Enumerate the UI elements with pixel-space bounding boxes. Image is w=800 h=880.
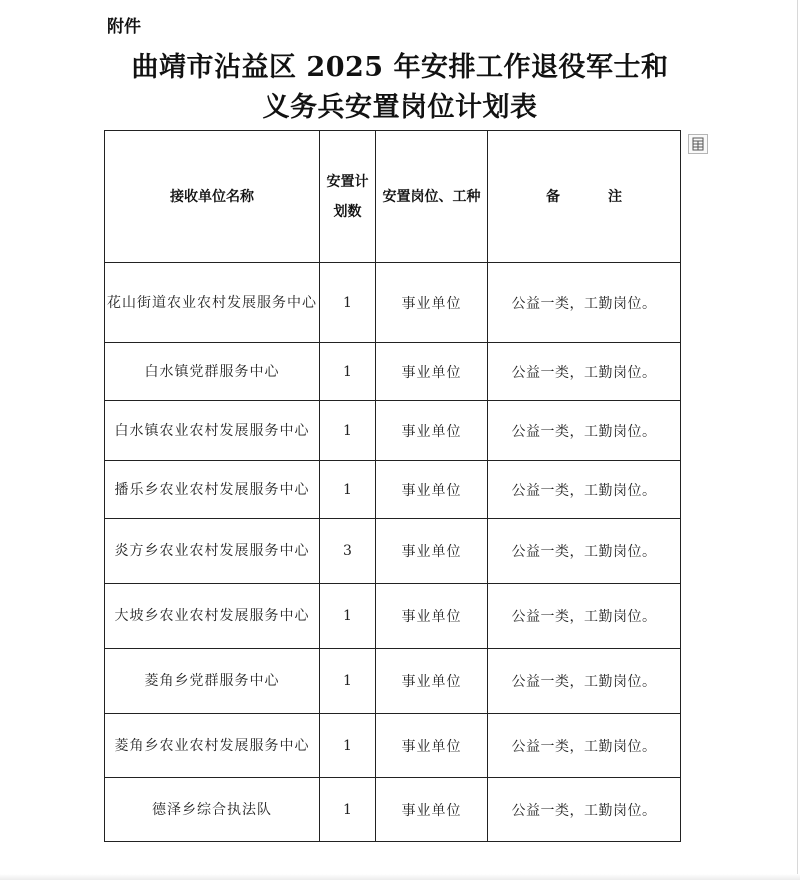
plan-count-cell: 1 xyxy=(320,714,376,778)
post-type-cell: 事业单位 xyxy=(376,343,488,401)
unit-name-cell: 炎方乡农业农村发展服务中心 xyxy=(105,519,320,584)
table-row xyxy=(105,263,681,343)
header-remarks xyxy=(488,131,681,263)
unit-name-cell: 白水镇党群服务中心 xyxy=(105,343,320,401)
post-type-cell: 事业单位 xyxy=(376,519,488,584)
attachment-label: 附件 xyxy=(107,17,141,37)
table-header-row xyxy=(105,131,681,263)
table-row xyxy=(105,584,681,649)
post-type-cell: 事业单位 xyxy=(376,263,488,343)
post-type-cell: 事业单位 xyxy=(376,649,488,714)
remarks-cell: 公益一类，工勤岗位。 xyxy=(488,401,681,461)
title-line-2: 义务兵安置岗位计划表 xyxy=(262,92,538,123)
document-title xyxy=(100,48,700,128)
table-row xyxy=(105,461,681,519)
header-plan-count xyxy=(320,131,376,263)
post-type-cell: 事业单位 xyxy=(376,401,488,461)
table-row xyxy=(105,714,681,778)
remarks-cell: 公益一类，工勤岗位。 xyxy=(488,519,681,584)
table-row xyxy=(105,519,681,584)
title-line-1: 曲靖市沾益区 2025 年安排工作退役军士和 xyxy=(131,52,669,83)
header-plan-count-line2: 划数 xyxy=(333,203,362,220)
table-row xyxy=(105,778,681,842)
unit-name-cell: 德泽乡综合执法队 xyxy=(105,778,320,842)
remarks-cell: 公益一类，工勤岗位。 xyxy=(488,263,681,343)
header-plan-count-line1: 安置计 xyxy=(326,173,369,190)
post-type-cell: 事业单位 xyxy=(376,714,488,778)
plan-count-cell: 1 xyxy=(320,401,376,461)
unit-name-cell: 菱角乡农业农村发展服务中心 xyxy=(105,714,320,778)
table-row xyxy=(105,343,681,401)
plan-count-cell: 1 xyxy=(320,778,376,842)
header-remarks-char1: 备 xyxy=(546,188,560,205)
unit-name-cell: 菱角乡党群服务中心 xyxy=(105,649,320,714)
unit-name-cell: 大坡乡农业农村发展服务中心 xyxy=(105,584,320,649)
plan-count-cell: 1 xyxy=(320,461,376,519)
unit-name-cell: 花山街道农业农村发展服务中心 xyxy=(105,263,320,343)
page-bottom-edge xyxy=(0,874,800,880)
remarks-cell: 公益一类，工勤岗位。 xyxy=(488,778,681,842)
post-type-cell: 事业单位 xyxy=(376,778,488,842)
table-view-icon[interactable] xyxy=(688,134,708,154)
post-type-cell: 事业单位 xyxy=(376,584,488,649)
remarks-cell: 公益一类，工勤岗位。 xyxy=(488,714,681,778)
post-type-cell: 事业单位 xyxy=(376,461,488,519)
page-edge xyxy=(797,0,798,880)
remarks-cell: 公益一类，工勤岗位。 xyxy=(488,343,681,401)
header-unit-name: 接收单位名称 xyxy=(105,131,320,263)
plan-count-cell: 1 xyxy=(320,263,376,343)
remarks-cell: 公益一类，工勤岗位。 xyxy=(488,584,681,649)
plan-count-cell: 1 xyxy=(320,343,376,401)
table-row xyxy=(105,401,681,461)
remarks-cell: 公益一类，工勤岗位。 xyxy=(488,461,681,519)
placement-plan-table xyxy=(104,130,681,842)
header-remarks-char2: 注 xyxy=(608,188,622,205)
plan-count-cell: 1 xyxy=(320,649,376,714)
remarks-cell: 公益一类，工勤岗位。 xyxy=(488,649,681,714)
header-post-type: 安置岗位、工种 xyxy=(376,131,488,263)
table-row xyxy=(105,649,681,714)
unit-name-cell: 白水镇农业农村发展服务中心 xyxy=(105,401,320,461)
plan-count-cell: 1 xyxy=(320,584,376,649)
unit-name-cell: 播乐乡农业农村发展服务中心 xyxy=(105,461,320,519)
plan-count-cell: 3 xyxy=(320,519,376,584)
